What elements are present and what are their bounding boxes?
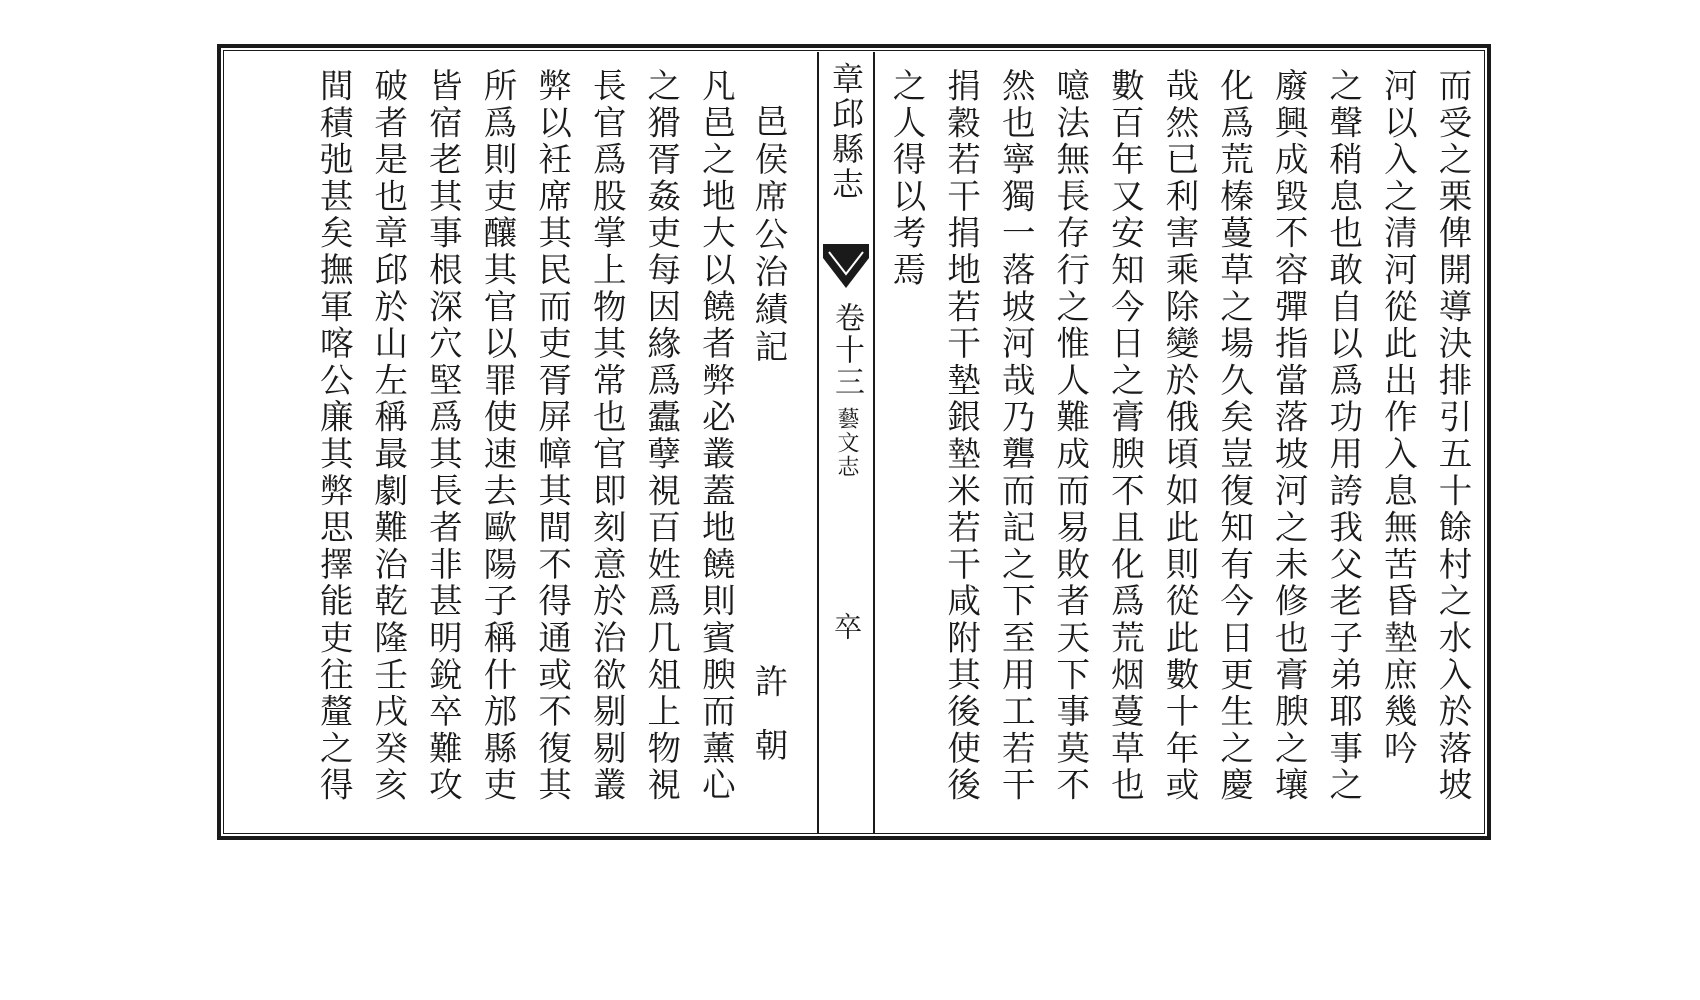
essay-title: 邑侯席公治績記 (749, 104, 788, 367)
text-column: 凡邑之地大以饒者弊必叢蓋地饒則賓腴而薰心 (696, 68, 736, 804)
text-column: 破者是也章邱於山左稱最劇難治乾隆壬戌癸亥 (368, 68, 408, 804)
text-column: 哉然已利害乘除變於俄頃如此則從此數十年或 (1160, 68, 1199, 804)
text-column: 河以入之清河從此出作入息無苦昏墊庶幾吟 (1378, 68, 1418, 768)
text-column: 所爲則吏釀其官以罪使速去歐陽子稱什邡縣吏 (478, 68, 517, 804)
text-column: 之人得以考焉 (887, 68, 926, 289)
text-column: 噫法無長存行之惟人難成而易敗者天下事莫不 (1050, 68, 1090, 804)
book-page-spread (217, 44, 1491, 840)
text-column: 之猾胥姦吏每因緣爲蠹孽視百姓爲几俎上物視 (641, 68, 681, 804)
center-book-title: 章邱縣志 (827, 62, 865, 202)
text-column: 而受之栗俾開導決排引五十餘村之水入於落坡 (1433, 68, 1472, 804)
center-juan-label: 卷十三 (829, 302, 864, 398)
text-column: 間積弛甚矣撫軍喀公廉其弊思擇能吏往釐之得 (314, 68, 354, 804)
center-rule-right (873, 52, 875, 834)
text-column: 捐穀若干捐地若干墊銀墊米若干咸附其後使後 (941, 68, 981, 804)
fishtail-mark-icon (823, 244, 869, 288)
text-column: 廢興成毀不容彈指當落坡河之未修也膏腴之壤 (1269, 68, 1309, 804)
center-section-label: 藝文志 (834, 407, 859, 479)
text-column: 然也寧獨一落坡河哉乃礱而記之下至用工若干 (996, 68, 1036, 804)
center-fold-strip (819, 52, 873, 834)
center-rule-left (817, 52, 819, 834)
text-column: 弊以衽席其民而吏胥屏幛其間不得通或不復其 (532, 68, 572, 804)
text-column: 化爲荒榛蔓草之場久矣豈復知有今日更生之慶 (1214, 68, 1254, 804)
text-column: 之聲稍息也敢自以爲功用誇我父老子弟耶事之 (1323, 68, 1363, 804)
center-page-number: 卒 (830, 612, 863, 640)
text-column: 皆宿老其事根深穴堅爲其長者非甚明銳卒難攻 (423, 68, 463, 804)
text-column: 長官爲股掌上物其常也官即刻意於治欲剔剔叢 (587, 68, 627, 804)
text-column: 數百年又安知今日之膏腴不且化爲荒烟蔓草也 (1105, 68, 1145, 804)
essay-author: 許朝 (749, 664, 788, 791)
